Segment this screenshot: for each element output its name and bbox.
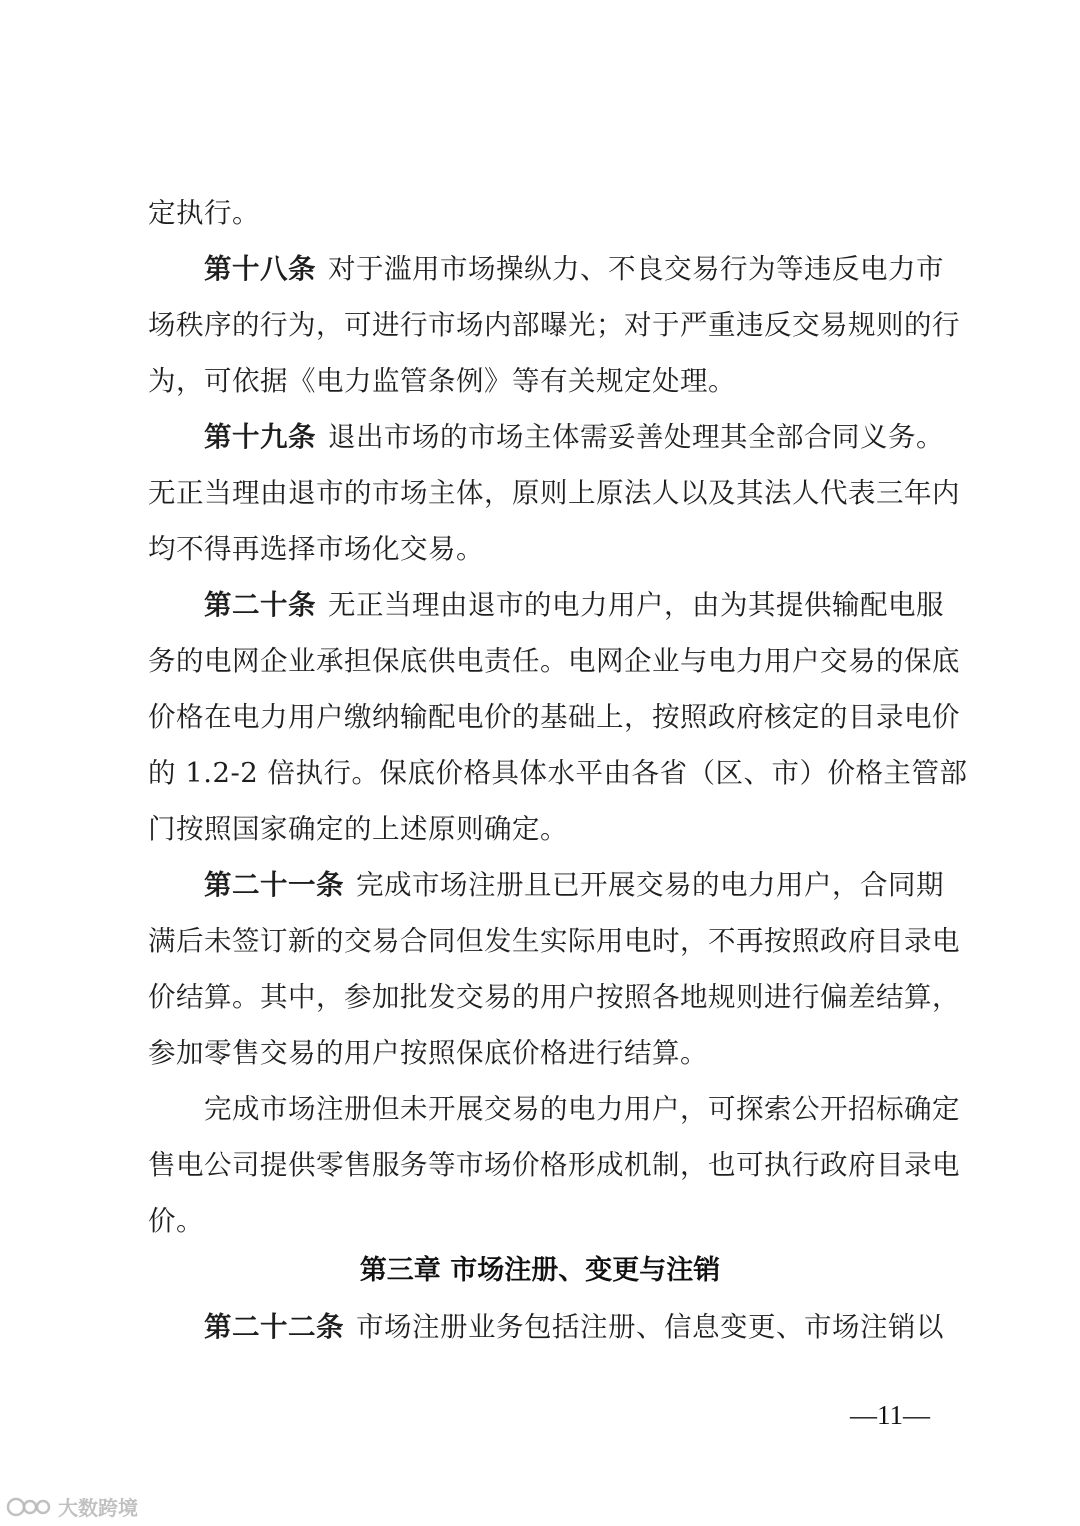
body-line: 的 1.2-2 倍执行。保底价格具体水平由各省（区、市）价格主管部 [148,757,968,789]
article-19-line [204,417,944,457]
article-number: 第二十一条 [204,869,344,901]
body-line: 务的电网企业承担保底供电责任。电网企业与电力用户交易的保底 [148,645,960,677]
body-line: 完成市场注册但未开展交易的电力用户，可探索公开招标确定 [204,1093,960,1125]
body-text: 市场注册业务包括注册、信息变更、市场注销以 [356,1311,944,1343]
article-number: 第十九条 [204,421,316,453]
body-line: 为，可依据《电力监管条例》等有关规定处理。 [148,365,736,397]
watermark-text: 大数跨境 [58,1496,138,1520]
body-line: 售电公司提供零售服务等市场价格形成机制，也可执行政府目录电 [148,1149,960,1181]
article-number: 第十八条 [204,253,316,285]
article-number: 第二十二条 [204,1311,344,1343]
article-number: 第二十条 [204,589,316,621]
body-text: 退出市场的市场主体需妥善处理其全部合同义务。 [328,421,944,453]
body-line: 价。 [148,1205,204,1237]
body-line: 场秩序的行为，可进行市场内部曝光；对于严重违反交易规则的行 [148,309,960,341]
article-18-line [204,249,944,289]
chapter-heading: 第三章 市场注册、变更与注销 [359,1255,721,1286]
article-22-line [204,1307,944,1347]
body-line: 参加零售交易的用户按照保底价格进行结算。 [148,1037,708,1069]
body-line: 定执行。 [148,197,260,229]
body-line: 满后未签订新的交易合同但发生实际用电时，不再按照政府目录电 [148,925,960,957]
page-number: —11— [850,1400,930,1430]
watermark [6,1492,138,1521]
article-20-line [204,585,944,625]
body-line: 价结算。其中，参加批发交易的用户按照各地规则进行偏差结算， [148,981,960,1013]
article-21-line [204,865,944,905]
body-line: 价格在电力用户缴纳输配电价的基础上，按照政府核定的目录电价 [148,701,960,733]
watermark-logo-icon [6,1496,52,1518]
body-text: 无正当理由退市的电力用户，由为其提供输配电服 [328,589,944,621]
body-text: 对于滥用市场操纵力、不良交易行为等违反电力市 [328,253,944,285]
body-line: 均不得再选择市场化交易。 [148,533,484,565]
body-line: 门按照国家确定的上述原则确定。 [148,813,568,845]
body-text: 完成市场注册且已开展交易的电力用户，合同期 [356,869,944,901]
body-line: 无正当理由退市的市场主体，原则上原法人以及其法人代表三年内 [148,477,960,509]
